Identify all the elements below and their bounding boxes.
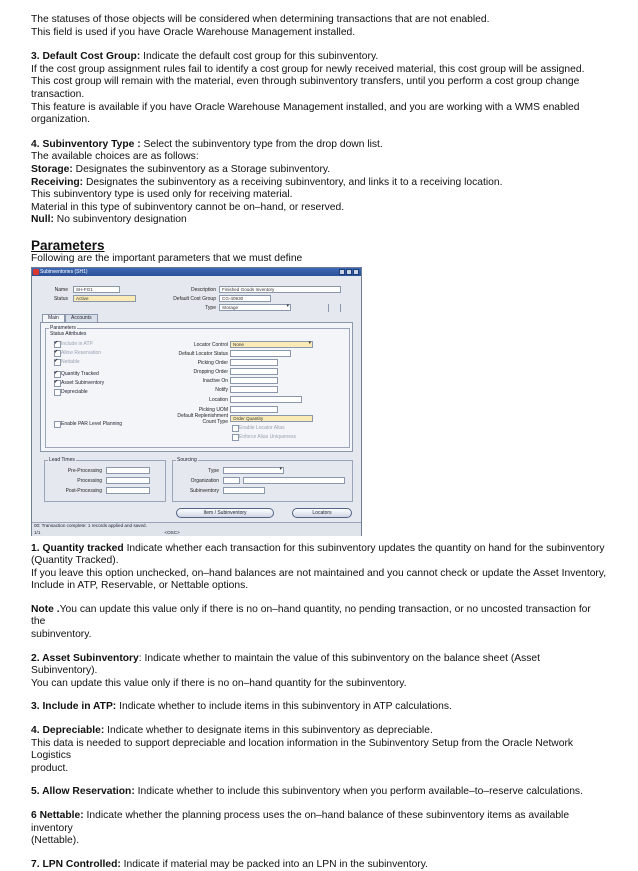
location-label: Location — [209, 396, 228, 403]
pre-processing-label: Pre-Processing — [67, 467, 102, 474]
name-field[interactable]: SH-FG1 — [73, 286, 120, 293]
name-label: Name — [54, 286, 68, 293]
processing-label: Processing — [77, 477, 102, 484]
default-cost-group-line-6: organization. — [31, 114, 90, 126]
subinventory-type-line-5: This subinventory type is used only for receiving material. — [31, 189, 293, 201]
post-processing-field[interactable] — [106, 487, 150, 494]
include-in-atp-checkbox[interactable]: Include in ATP ✔ — [54, 341, 93, 347]
nettable-heading — [31, 810, 607, 835]
form-title-bar — [32, 268, 361, 276]
count-type-label: Count Type — [202, 418, 228, 425]
intro-line-2: This field is used if you have Oracle Warehouse Management installed. — [31, 26, 356, 38]
parameters-heading: Parameters — [31, 237, 105, 253]
window-controls — [339, 269, 359, 275]
form-status-bar — [32, 522, 361, 536]
default-cost-group-line-3: This cost group will remain with the material, even through subinventory transfers, until you perform a cost group change — [31, 76, 580, 88]
asset-subinventory-heading — [31, 653, 607, 678]
default-cost-group-line-5: This feature is available if you have Oracle Warehouse Management installed, and you are working with a WMS enabled — [31, 101, 580, 113]
lpn-controlled-heading — [31, 859, 607, 871]
lpn-controlled-label: 7. LPN Controlled: — [31, 858, 121, 870]
default-locator-status-field[interactable] — [230, 350, 291, 357]
nettable-label: 6 Nettable: — [31, 810, 84, 821]
notify-label: Notify — [215, 386, 228, 393]
null-label: Null: — [31, 214, 54, 226]
quantity-tracked-checkbox[interactable]: Quantity Tracked ✔ — [54, 371, 99, 377]
inactive-on-label: Inactive On — [202, 377, 228, 384]
note-label: Note . — [31, 603, 60, 615]
subinventory-type-line-2: The available choices are as follows: — [31, 151, 199, 163]
notify-field[interactable] — [230, 386, 278, 393]
folder-icon[interactable] — [328, 304, 341, 312]
pre-processing-field[interactable] — [106, 467, 150, 474]
item-subinventory-button[interactable]: Item / Subinventory — [176, 508, 274, 518]
description-field[interactable]: Finished Goods Inventory — [219, 286, 341, 293]
organization-label: Organization — [190, 477, 219, 484]
enable-par-level-checkbox[interactable]: Enable PAR Level Planning — [54, 421, 122, 427]
description-label: Description — [190, 286, 216, 293]
depreciable-line-3: product. — [31, 762, 69, 774]
picking-uom-label: Picking UOM — [198, 406, 228, 413]
note-line-2: subinventory. — [31, 629, 92, 641]
locator-control-label: Locator Control — [193, 341, 228, 348]
tab-accounts[interactable]: Accounts — [65, 314, 98, 322]
sourcing-type-label: Type — [208, 467, 219, 474]
enforce-alias-uniqueness-checkbox[interactable]: Enforce Alias Uniqueness — [232, 434, 296, 440]
receiving-text: Designates the subinventory as a receiving subinventory, and links it to a receiving location. — [83, 176, 503, 188]
nettable-checkbox[interactable]: Nettable ✔ — [54, 359, 80, 365]
default-cost-group-line-2: If the cost group assignment rules fail to identify a cost group for newly received material, this cost group will be assigned. — [31, 63, 585, 75]
form-title: Subinventories (SH1) — [40, 268, 88, 275]
asset-subinventory-checkbox[interactable]: Asset Subinventory ✔ — [54, 380, 104, 386]
subinventory-type-line-6: Material in this type of subinventory cannot be on–hand, or reserved. — [31, 201, 345, 213]
parameters-group — [45, 324, 350, 448]
main-tab-panel — [40, 322, 353, 452]
picking-order-field[interactable] — [230, 359, 278, 366]
nettable-line-2: (Nettable). — [31, 835, 80, 847]
sourcing-title: Sourcing — [177, 456, 197, 463]
depreciable-heading — [31, 725, 607, 738]
dropping-order-field[interactable] — [230, 368, 278, 375]
quantity-tracked-text: Indicate whether each transaction for this subinventory updates the quantity on hand for the subinventory — [123, 542, 605, 554]
default-locator-status-label: Default Locator Status — [178, 350, 228, 357]
status-attributes-title: Status Attributes — [50, 330, 87, 337]
subinventory-type-label: 4. Subinventory Type : — [31, 138, 141, 150]
intro-line-1: The statuses of those objects will be considered when determining transactions that are not enabled. — [31, 14, 490, 25]
oracle-window-icon — [33, 269, 39, 275]
storage-line — [31, 164, 607, 177]
default-cost-group-form-label: Default Cost Group — [173, 295, 216, 302]
default-cost-group-heading — [31, 51, 607, 64]
quantity-tracked-heading — [31, 543, 607, 556]
tab-main[interactable]: Main — [42, 314, 65, 322]
lpn-controlled-text: Indicate if material may be packed into an LPN in the subinventory. — [120, 858, 428, 870]
maximize-icon[interactable] — [346, 269, 352, 275]
subinventory-field[interactable] — [223, 487, 265, 494]
parameters-group-title: Parameters — [50, 324, 76, 331]
post-processing-label: Post-Processing — [65, 487, 102, 494]
allow-reservation-heading — [31, 786, 607, 799]
asset-subinventory-line-2: You can update this value only if there is no on–hand quantity for the subinventory. — [31, 677, 407, 689]
picking-uom-field[interactable] — [230, 406, 278, 413]
default-cost-group-line-4: transaction. — [31, 88, 85, 100]
allow-reservation-checkbox[interactable]: Allow Reservation ✔ — [54, 350, 101, 356]
depreciable-label: 4. Depreciable: — [31, 725, 105, 737]
storage-text: Designates the subinventory as a Storage subinventory. — [72, 163, 331, 175]
depreciable-text: Indicate whether to designate items in this subinventory as depreciable. — [104, 725, 433, 737]
quantity-tracked-line-3: If you leave this option unchecked, on–hand balances are not maintained and you cannot check or update the Asset Inventory, — [31, 567, 607, 579]
null-line — [31, 214, 607, 227]
status-bar-message: 00: Transaction complete: 1 records applied and saved. — [34, 522, 147, 528]
inactive-on-field[interactable] — [230, 377, 278, 384]
locators-button[interactable]: Locators — [292, 508, 352, 518]
status-bar-osc: <OSC> — [164, 529, 180, 535]
allow-reservation-text: Indicate whether to include this subinventory when you perform available–to–reserve calculations. — [134, 786, 583, 798]
note-text: You can update this value only if there is no on–hand quantity, no pending transaction, or no uncosted transaction for the — [31, 603, 591, 628]
subinventory-label: Subinventory — [189, 487, 219, 494]
lead-times-title: Lead Times — [49, 456, 75, 463]
status-bar-cells — [34, 530, 180, 536]
picking-order-label: Picking Order — [197, 359, 228, 366]
type-dropdown[interactable]: Storage ▾ — [219, 304, 291, 311]
dropping-order-label: Dropping Order — [193, 368, 228, 375]
sourcing-type-dropdown[interactable] — [223, 467, 284, 474]
organization-field[interactable] — [223, 477, 240, 484]
subinventories-form-screenshot — [31, 267, 362, 536]
receiving-label: Receiving: — [31, 176, 84, 188]
default-replenishment-label: Default Replenishment — [177, 412, 228, 419]
type-label: Type — [205, 304, 216, 311]
include-atp-heading — [31, 701, 607, 714]
status-bar-record: 1/1 — [34, 529, 41, 535]
receiving-line — [31, 177, 607, 190]
subinventory-type-heading — [31, 139, 607, 152]
depreciable-checkbox[interactable]: Depreciable — [54, 389, 88, 395]
default-cost-group-field[interactable]: CG-40930 — [219, 295, 271, 302]
processing-field[interactable] — [106, 477, 150, 484]
quantity-tracked-line-4: Include in ATP, Reservable, or Nettable options. — [31, 580, 249, 592]
count-type-field[interactable]: Order Quantity — [230, 415, 313, 422]
status-label: Status — [53, 295, 68, 302]
note-line — [31, 604, 607, 629]
organization-name-field[interactable] — [243, 477, 345, 484]
nettable-text: Indicate whether the planning process uses the on–hand balance of these subinventory items as available inventory — [31, 810, 570, 834]
include-atp-label: 3. Include in ATP: — [31, 701, 117, 713]
locator-control-dropdown[interactable]: None ▾ — [230, 341, 313, 348]
default-cost-group-label: 3. Default Cost Group: — [31, 51, 141, 63]
storage-label: Storage: — [31, 163, 73, 175]
null-text: No subinventory designation — [53, 214, 187, 226]
status-field[interactable]: Active — [73, 295, 136, 302]
quantity-tracked-line-2: (Quantity Tracked). — [31, 555, 119, 567]
subinventory-type-text: Select the subinventory type from the drop down list. — [140, 138, 383, 150]
allow-reservation-label: 5. Allow Reservation: — [31, 786, 135, 798]
quantity-tracked-label: 1. Quantity tracked — [31, 542, 124, 554]
default-cost-group-text: Indicate the default cost group for this subinventory. — [140, 51, 379, 63]
minimize-icon[interactable] — [339, 269, 345, 275]
close-icon[interactable] — [353, 269, 359, 275]
parameters-intro: Following are the important parameters that we must define — [31, 252, 303, 264]
include-atp-text: Indicate whether to include items in this subinventory in ATP calculations. — [116, 701, 452, 713]
asset-subinventory-label: 2. Asset Subinventory — [31, 652, 139, 664]
location-field[interactable] — [230, 396, 302, 403]
enable-locator-alias-checkbox[interactable]: Enable Locator Alias — [232, 425, 285, 431]
depreciable-line-2: This data is needed to support depreciable and location information in the Subinventory Setup from the Oracle Network Logistics — [31, 737, 574, 762]
asset-subinventory-text: : Indicate whether to maintain the value of this subinventory on the balance sheet (Asset Subinventory). — [31, 652, 541, 677]
